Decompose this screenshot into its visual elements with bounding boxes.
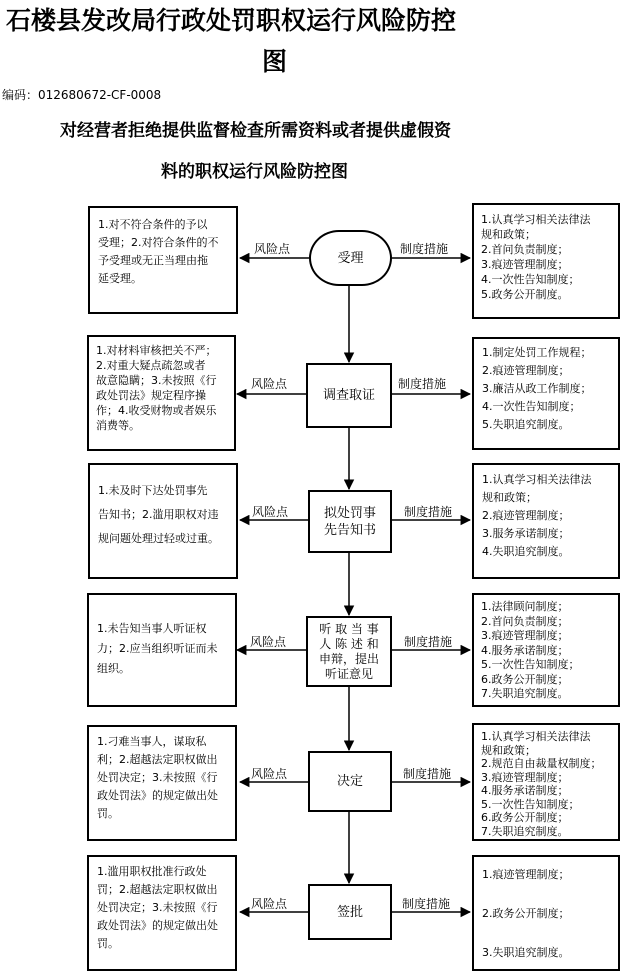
risk-text-line: 1.未及时下达处罚事先 [98, 484, 208, 497]
risk-text-line: 消费等。 [96, 419, 140, 432]
risk-text-line: 政处罚法》的规定做出处 [97, 789, 218, 802]
risk-label: 风险点 [251, 377, 288, 391]
measure-text-line: 4.服务承诺制度； [481, 643, 569, 657]
step-name: 决定 [336, 774, 363, 789]
step-investigate [306, 363, 392, 428]
risk-box-3 [88, 463, 238, 579]
measure-text-line: 1.认真学习相关法律法 [482, 473, 592, 486]
risk-text-line: 受理；2.对符合条件的不 [98, 236, 219, 249]
measure-box-3 [472, 463, 620, 579]
risk-label: 风险点 [252, 505, 289, 519]
risk-text-line: 1.刁难当事人，谋取私 [97, 735, 207, 748]
measure-text-line [482, 885, 610, 905]
measure-text-line: 5.一次性告知制度； [481, 797, 580, 811]
risk-box-5 [87, 725, 237, 841]
measure-text-line: 1.认真学习相关法律法 [481, 730, 591, 743]
measure-text-line: 规和政策； [481, 228, 536, 241]
step-name: 听 取 当 事 [319, 621, 379, 636]
measure-text-line: 规和政策； [482, 491, 537, 504]
risk-text-line: 1.未告知当事人听证权 [97, 622, 207, 635]
step-approval [308, 884, 392, 940]
measure-box-5 [472, 723, 620, 841]
measure-text-line: 3.服务承诺制度； [482, 527, 570, 540]
measure-box-2 [472, 337, 620, 450]
measure-label: 制度措施 [402, 897, 451, 911]
step-name: 先告知书 [323, 522, 376, 538]
step-name: 人 陈 述 和 [319, 636, 379, 651]
measure-text-line: 3.痕迹管理制度； [481, 258, 569, 271]
risk-text-line: 1.对材料审核把关不严； [96, 344, 217, 357]
risk-text-line: 组织。 [97, 662, 130, 675]
risk-text-line: 罚；2.超越法定职权做出 [97, 883, 218, 896]
measure-text-line: 4.一次性告知制度； [481, 273, 580, 286]
measure-label: 制度措施 [400, 242, 449, 256]
risk-text-line: 2.对重大疑点疏忽或者 [96, 359, 206, 372]
risk-label: 风险点 [251, 897, 288, 911]
step-prior-notice [308, 490, 392, 553]
risk-text-line: 规问题处理过轻或过重。 [98, 532, 219, 545]
measure-text-line: 5.一次性告知制度； [481, 658, 580, 671]
risk-text-line: 1.对不符合条件的予以 [98, 218, 208, 231]
risk-box-6 [87, 855, 237, 971]
measure-text-line: 2.痕迹管理制度； [482, 509, 570, 522]
subtitle-line-2: 料的职权运行风险防控图 [161, 162, 348, 182]
measure-text-line [482, 924, 610, 944]
measure-text-line: 3.廉洁从政工作制度； [482, 382, 592, 395]
measure-label: 制度措施 [404, 505, 453, 519]
measure-label: 制度措施 [403, 767, 452, 781]
measure-text-line: 5.政务公开制度。 [481, 288, 569, 301]
measure-text-line: 2.首问负责制度； [481, 243, 569, 256]
measure-text-line: 6.政务公开制度； [481, 811, 569, 824]
measure-text-line: 6.政务公开制度； [481, 672, 569, 686]
measure-text-line: 2.规范自由裁量权制度； [481, 757, 602, 770]
step-hearing [306, 616, 392, 687]
risk-box-4 [87, 593, 237, 707]
risk-text-line: 告知书；2.滥用职权对违 [98, 508, 219, 521]
risk-text-line: 延受理。 [98, 272, 142, 285]
measure-text-line: 3.痕迹管理制度； [481, 770, 569, 784]
risk-label: 风险点 [251, 767, 288, 781]
risk-text-line: 1.滥用职权批准行政处 [97, 865, 207, 878]
risk-text-line: 作；4.收受财物或者娱乐 [96, 404, 217, 417]
risk-text-line: 力；2.应当组织听证而未 [97, 642, 218, 655]
measure-text-line: 4.服务承诺制度； [481, 784, 569, 797]
measure-text-line: 2.痕迹管理制度； [482, 364, 570, 377]
risk-text-line: 处罚决定；3.未按照《行 [97, 901, 218, 914]
risk-text-line: 罚。 [97, 937, 119, 950]
measure-text-line: 1.痕迹管理制度； [482, 868, 570, 881]
step-decision [308, 751, 392, 812]
measure-text-line: 3.痕迹管理制度； [481, 629, 569, 642]
measure-text-line: 1.法律顾问制度； [481, 600, 569, 613]
measure-text-line: 2.首问负责制度； [481, 614, 569, 628]
measure-box-4 [472, 593, 620, 707]
step-name: 听证意见 [324, 666, 373, 681]
risk-text-line: 罚。 [97, 807, 119, 820]
page-title-line-2: 图 [262, 47, 288, 76]
measure-label: 制度措施 [404, 635, 453, 649]
risk-text-line: 予受理或无正当理由拖 [98, 254, 208, 267]
risk-text-line: 政处罚法》的规定做出处 [97, 919, 218, 932]
risk-box-1 [88, 206, 238, 314]
measure-text-line: 1.制定处罚工作规程； [482, 346, 592, 359]
measure-text-line: 7.失职追究制度。 [481, 687, 569, 700]
step-name: 拟处罚事 [323, 505, 376, 521]
risk-label: 风险点 [250, 635, 287, 649]
measure-label: 制度措施 [398, 377, 447, 391]
risk-text-line: 处罚决定；3.未按照《行 [97, 771, 218, 784]
document-code: 编码：012680672-CF-0008 [2, 88, 162, 102]
measure-text-line: 1.认真学习相关法律法 [481, 213, 591, 226]
measure-text-line: 7.失职追究制度。 [481, 824, 569, 838]
risk-text-line: 故意隐瞒；3.未按照《行 [96, 374, 217, 387]
measure-text-line: 4.失职追究制度。 [482, 545, 570, 558]
measure-box-1 [472, 203, 620, 319]
measure-text-line: 3.失职追究制度。 [482, 946, 570, 959]
step-name: 申辩，提出 [318, 651, 379, 666]
measure-text-line: 4.一次性告知制度； [482, 400, 581, 413]
measure-text-line: 2.政务公开制度； [482, 907, 570, 920]
measure-text-line: 规和政策； [481, 743, 536, 757]
step-name: 调查取证 [322, 388, 375, 403]
measure-text-line: 5.失职追究制度。 [482, 418, 570, 431]
measure-box-6 [472, 855, 620, 971]
risk-text-line: 政处罚法》规定程序操 [96, 389, 206, 402]
step-name: 签批 [336, 904, 363, 920]
risk-label: 风险点 [254, 242, 291, 256]
risk-box-2 [87, 335, 236, 451]
page-title-line-1: 石楼县发改局行政处罚职权运行风险防控 [6, 6, 457, 35]
step-accept [309, 230, 392, 286]
subtitle-line-1: 对经营者拒绝提供监督检查所需资料或者提供虚假资 [60, 121, 451, 141]
risk-text-line: 利；2.超越法定职权做出 [97, 753, 218, 766]
step-name: 受理 [337, 250, 364, 266]
